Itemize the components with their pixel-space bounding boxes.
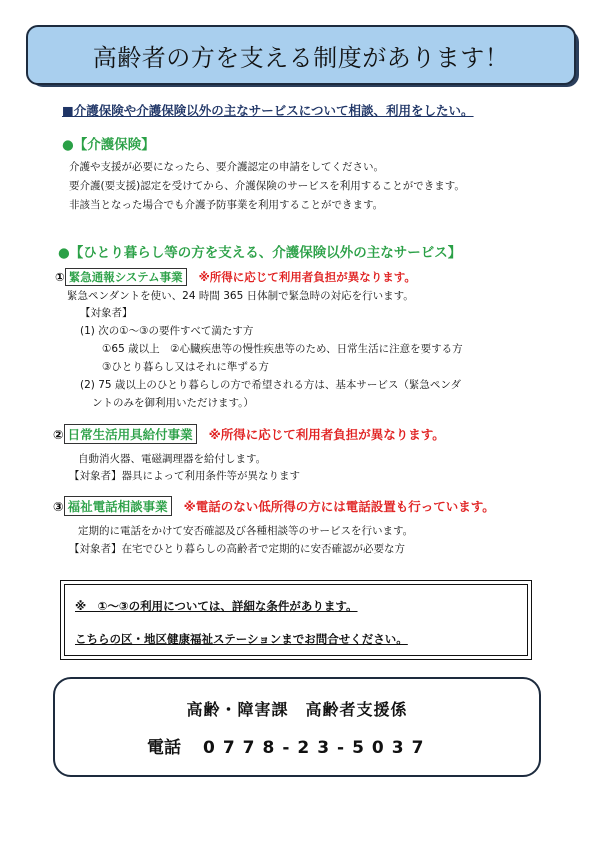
service-1-line-2: 【対象者】 (80, 307, 133, 319)
service-3-line-2: 【対象者】在宅でひとり暮らしの高齢者で定期的に安否確認が必要な方 (69, 543, 405, 555)
service-3-name: 福祉電話相談事業 (64, 496, 172, 516)
service-1-line-7: ントのみを御利用いただけます。） (92, 397, 254, 409)
service-1-number: ① (55, 270, 65, 284)
service-1-line-1: 緊急ペンダントを使い、24 時間 365 日体制で緊急時の対応を行います。 (67, 290, 414, 302)
service-1-note: ※所得に応じて利用者負担が異なります。 (198, 270, 416, 284)
service-1-name: 緊急通報システム事業 (65, 268, 187, 286)
service-3-number: ③ (53, 498, 64, 514)
service-2-note: ※所得に応じて利用者負担が異なります。 (208, 427, 445, 442)
service-2-header (53, 424, 445, 444)
service-3-note: ※電話のない低所得の方には電話設置も行っています。 (183, 499, 495, 514)
phone-label: 電話 (147, 738, 181, 758)
service-1-line-6: (2) 75 歳以上のひとり暮らしの方で希望される方は、基本サービス（緊急ペンダ (80, 379, 461, 391)
service-1-line-3: (1) 次の①～③の要件すべて満たす方 (80, 325, 254, 337)
contact-box (53, 677, 541, 777)
service-1-line-5: ③ひとり暮らし又はそれに準ずる方 (102, 361, 269, 373)
notice-inner-border (64, 584, 528, 656)
contact-phone (147, 733, 431, 758)
kaigo-heading: ●【介護保険】 (62, 137, 155, 153)
service-1-header (55, 268, 416, 286)
page-title: 高齢者の方を支える制度があります！ (26, 25, 576, 85)
service-2-line-1: 自動消火器、電磁調理器を給付します。 (78, 453, 267, 465)
service-2-number: ② (53, 426, 64, 442)
notice-line-1: ※ ①～③の利用については、詳細な条件があります。 (75, 599, 358, 613)
kaigo-line-1: 介護や支援が必要になったら、要介護認定の申請をしてください。 (69, 161, 384, 173)
notice-box (60, 580, 532, 660)
service-1-line-4: ①65 歳以上 ②心臓疾患等の慢性疾患等のため、日常生活に注意を要する方 (102, 343, 463, 355)
notice-line-2: こちらの区・地区健康福祉ステーションまでお問合せください。 (75, 632, 408, 646)
service-3-line-1: 定期的に電話をかけて安否確認及び各種相談等のサービスを行います。 (78, 525, 414, 537)
services-heading: ●【ひとり暮らし等の方を支える、介護保険以外の主なサービス】 (58, 245, 462, 261)
section-heading: ■介護保険や介護保険以外の主なサービスについて相談、利用をしたい。 (62, 103, 474, 118)
contact-department: 高齢・障害課 高齢者支援係 (186, 700, 408, 719)
kaigo-line-2: 要介護(要支援)認定を受けてから、介護保険のサービスを利用することができます。 (69, 180, 465, 192)
service-2-line-2: 【対象者】器具によって利用条件等が異なります (69, 470, 300, 482)
kaigo-line-3: 非該当となった場合でも介護予防事業を利用することができます。 (69, 199, 384, 211)
service-3-header (53, 496, 495, 516)
phone-number: 0778-23-5037 (203, 738, 432, 758)
service-2-name: 日常生活用具給付事業 (64, 424, 197, 444)
